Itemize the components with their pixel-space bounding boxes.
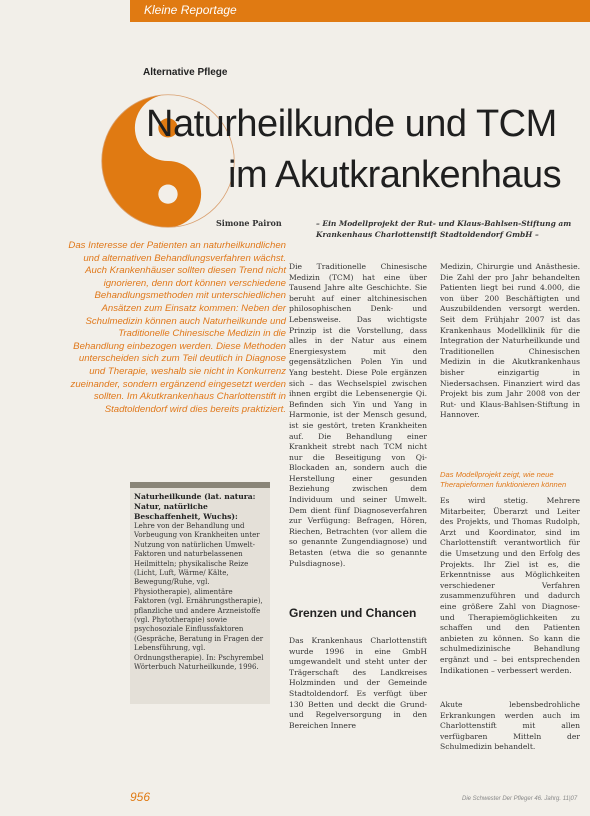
section-label: Kleine Reportage [144,3,237,17]
article-lead: Das Interesse der Patienten an naturheilkundlichen und alternativen Behandlungsverfahren wächst. Auch Krankenhäuser sollten diesen Trend nicht ignorieren, denn dort können verschiedene Behandlungsmethoden mit unterschiedlichen Ansätzen zum Einsatz kommen: Neben der Schulmedizin können auch Naturheilkunde und Traditionelle Chinesische Medizin in die Behandlung einbezogen werden. Diese Methoden unterscheiden sich zum Teil deutlich in Diagnose und Therapie, weshalb sie nicht in Konkurrenz zueinander, sondern ergänzend eingesetzt werden sollten. Im Akutkrankenhaus Charlottenstift in Stadtoldendorf wird dies bereits praktiziert. [68,240,286,415]
pull-quote: Das Modellprojekt zeigt, wie neue Therapieformen funktionieren können [440,470,567,489]
body-text-column-3-middle: Es wird stetig. Mehrere Mitarbeiter, Überarzt und Leiter des Projekts, und Thomas Rudolph, Arzt und Koordinator, sind im Charlottenstift verantwortlich für die Umsetzung und den Erfolg des Projekts. Ihr Ziel ist es, die Erkenntnisse aus Möglichkeiten verschiedener Verfahren zusammenzuführen und dadurch eine größere Zahl von Diagnose- und Therapiemöglichkeiten zu schaffen und den Patienten anbieten zu können. So kann die schulmedizinische Behandlung ergänzt und – bei entsprechenden Indikationen – verbessert werden. [440,496,580,675]
article-kicker: Alternative Pflege [143,67,228,78]
definition-text: Lehre von der Behandlung und Vorbeugung von Krankheiten unter Nutzung von natürlichen Umwelt-Faktoren und naturbelassenen Heilmitteln; physikalische Reize (Licht, Luft, Wärme/ Kälte, Bewegung/Ruhe, vgl. Physiotherapie), alimentäre Faktoren (vgl. Ernährungstherapie), pflanzliche und andere Arzneistoffe (vgl. Phytotherapie) sowie psychosoziale Einflussfaktoren (Gespräche, Beratung in Fragen der Lebensführung, vgl. Ordnungstherapie). In: Pschyrembel Wörterbuch Naturheilkunde, 1996. [134,522,264,672]
article-title-line-1: Naturheilkunde und TCM [146,103,557,145]
section-header-bar [130,0,590,22]
article-author: Simone Pairon [216,218,282,228]
body-text-column-3-bottom: Akute lebensbedrohliche Erkrankungen werden auch im Charlottenstift mit allen verfügbaren Mitteln der Schulmedizin behandelt. [440,700,580,752]
body-text-column-2-top: Die Traditionelle Chinesische Medizin (TCM) hat eine über Tausend Jahre alte Geschichte. Sie beruht auf einer altchinesischen philosophischen Denk- und Lebensweise. Das wichtigste Prinzip ist die Vorstellung, dass alles in der Natur aus einem Energiesystem mit den gegensätzlichen Polen Yin und Yang besteht. Diese Pole ergänzen sich – das Wechselspiel zwischen ihnen ergibt die Lebensenergie Qi. Befinden sich Yin und Yang in Harmonie, ist der Mensch gesund, ist sie gestört, treten Krankheiten auf. Die Behandlung einer Krankheit strebt nach TCM nicht nur die Beseitigung von Qi-Blockaden an, sondern auch die Herstellung einer gesunden Beziehung zwischen dem Individuum und seiner Umwelt. Dem dient fünf Diagnoseverfahren zur Verfügung: Befragen, Hören, Riechen, Betrachten (vor allem die so genannte Zungendiagnose) und Betasten (etwa die so genannte Pulsdiagnose). [289,262,427,568]
body-text-column-3-top: Medizin, Chirurgie und Anästhesie. Die Zahl der pro Jahr behandelten Patienten liegt bei rund 4.000, die von über 200 Beschäftigten und Auszubildenden versorgt werden. Seit dem Frühjahr 2007 ist das Krankenhaus Modellklinik für die Integration der Naturheilkunde und Traditionellen Chinesischen Medizin in die Akutkrankenhaus bisher einzigartig in Niedersachsen. Finanziert wird das Projekt bis zum Jahr 2008 von der Rut- und Klaus-Bahlsen-Stiftung in Hannover. [440,262,580,420]
section-heading: Grenzen und Chancen [289,606,417,620]
article-subtitle: – Ein Modellprojekt der Rut- und Klaus-Bahlsen-Stiftung am Krankenhaus Charlottenstift Stadtoldendorf GmbH – [316,219,572,239]
journal-footer: Die Schwester Der Pfleger 46. Jahrg. 11|07 [462,796,578,802]
article-title-line-2: im Akutkrankenhaus [228,154,562,196]
page-number: 956 [130,790,151,804]
definition-heading: Naturheilkunde (lat. natura: Natur, natürliche Beschaffenheit, Wuchs): [134,492,256,521]
body-text-column-2-bottom: Das Krankenhaus Charlottenstift wurde 1996 in eine GmbH umgewandelt und steht unter der Trägerschaft des Landkreises Holzminden und der Gemeinde Stadtoldendorf. Es verfügt über 130 Betten und deckt die Grund- und Regelversorgung in den Bereichen Innere [289,636,427,730]
definition-box [130,482,270,704]
